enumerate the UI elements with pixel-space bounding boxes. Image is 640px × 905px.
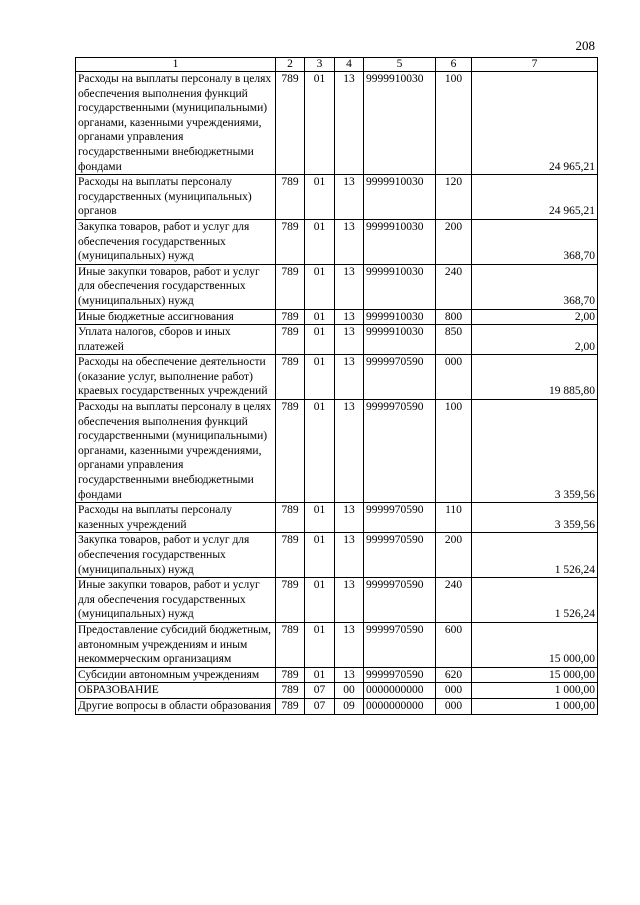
expense-type-cell: 240 xyxy=(436,578,472,623)
column-header-2: 2 xyxy=(276,58,305,72)
amount-cell: 3 359,56 xyxy=(472,503,598,533)
item-name-cell: Закупка товаров, работ и услуг для обеспечения государственных (муниципальных) нужд xyxy=(76,533,276,578)
table-row xyxy=(76,622,598,667)
section-code-cell: 01 xyxy=(305,400,335,503)
budget-table xyxy=(75,57,598,715)
table-body xyxy=(76,72,598,715)
expense-type-cell: 000 xyxy=(436,698,472,714)
subsection-code-cell: 13 xyxy=(335,264,364,309)
ministry-code-cell: 789 xyxy=(276,219,305,264)
amount-cell: 368,70 xyxy=(472,219,598,264)
item-name-cell: Расходы на выплаты персоналу в целях обеспечения выполнения функций государственными (муниципальными) органами, казенными учреждениями, органами управления государственными внебюджетными фондами xyxy=(76,72,276,175)
ministry-code-cell: 789 xyxy=(276,264,305,309)
section-code-cell: 01 xyxy=(305,72,335,175)
amount-cell: 19 885,80 xyxy=(472,355,598,400)
table-row xyxy=(76,698,598,714)
expense-type-cell: 240 xyxy=(436,264,472,309)
column-header-4: 4 xyxy=(335,58,364,72)
section-code-cell: 01 xyxy=(305,325,335,355)
section-code-cell: 07 xyxy=(305,683,335,699)
section-code-cell: 01 xyxy=(305,309,335,325)
table-row xyxy=(76,175,598,220)
section-code-cell: 01 xyxy=(305,622,335,667)
ministry-code-cell: 789 xyxy=(276,578,305,623)
target-article-cell: 9999970590 xyxy=(364,667,436,683)
item-name-cell: Уплата налогов, сборов и иных платежей xyxy=(76,325,276,355)
target-article-cell: 9999970590 xyxy=(364,533,436,578)
amount-cell: 24 965,21 xyxy=(472,72,598,175)
ministry-code-cell: 789 xyxy=(276,400,305,503)
expense-type-cell: 100 xyxy=(436,400,472,503)
target-article-cell: 9999970590 xyxy=(364,355,436,400)
table-row xyxy=(76,309,598,325)
table-row xyxy=(76,667,598,683)
subsection-code-cell: 13 xyxy=(335,533,364,578)
section-code-cell: 01 xyxy=(305,175,335,220)
column-header-3: 3 xyxy=(305,58,335,72)
item-name-cell: Расходы на обеспечение деятельности (оказание услуг, выполнение работ) краевых государственных учреждений xyxy=(76,355,276,400)
item-name-cell: Расходы на выплаты персоналу государственных (муниципальных) органов xyxy=(76,175,276,220)
section-code-cell: 01 xyxy=(305,578,335,623)
amount-cell: 15 000,00 xyxy=(472,622,598,667)
amount-cell: 1 526,24 xyxy=(472,533,598,578)
column-header-5: 5 xyxy=(364,58,436,72)
table-row xyxy=(76,533,598,578)
subsection-code-cell: 00 xyxy=(335,683,364,699)
ministry-code-cell: 789 xyxy=(276,533,305,578)
subsection-code-cell: 13 xyxy=(335,325,364,355)
ministry-code-cell: 789 xyxy=(276,667,305,683)
section-code-cell: 01 xyxy=(305,503,335,533)
ministry-code-cell: 789 xyxy=(276,175,305,220)
amount-cell: 2,00 xyxy=(472,309,598,325)
ministry-code-cell: 789 xyxy=(276,325,305,355)
item-name-cell: Расходы на выплаты персоналу казенных учреждений xyxy=(76,503,276,533)
table-row xyxy=(76,264,598,309)
section-code-cell: 01 xyxy=(305,533,335,578)
expense-type-cell: 800 xyxy=(436,309,472,325)
amount-cell: 3 359,56 xyxy=(472,400,598,503)
table-row xyxy=(76,400,598,503)
table-row xyxy=(76,578,598,623)
expense-type-cell: 200 xyxy=(436,533,472,578)
table-row xyxy=(76,503,598,533)
amount-cell: 1 526,24 xyxy=(472,578,598,623)
section-code-cell: 01 xyxy=(305,355,335,400)
item-name-cell: Расходы на выплаты персоналу в целях обеспечения выполнения функций государственными (муниципальными) органами, казенными учреждениями, органами управления государственными внебюджетными фондами xyxy=(76,400,276,503)
target-article-cell: 9999970590 xyxy=(364,578,436,623)
expense-type-cell: 120 xyxy=(436,175,472,220)
page-number: 208 xyxy=(575,38,595,53)
target-article-cell: 9999910030 xyxy=(364,325,436,355)
expense-type-cell: 620 xyxy=(436,667,472,683)
target-article-cell: 9999970590 xyxy=(364,503,436,533)
section-code-cell: 01 xyxy=(305,264,335,309)
table-row xyxy=(76,219,598,264)
item-name-cell: Закупка товаров, работ и услуг для обеспечения государственных (муниципальных) нужд xyxy=(76,219,276,264)
target-article-cell: 0000000000 xyxy=(364,683,436,699)
target-article-cell: 9999910030 xyxy=(364,72,436,175)
subsection-code-cell: 13 xyxy=(335,578,364,623)
target-article-cell: 0000000000 xyxy=(364,698,436,714)
ministry-code-cell: 789 xyxy=(276,355,305,400)
amount-cell: 2,00 xyxy=(472,325,598,355)
expense-type-cell: 110 xyxy=(436,503,472,533)
target-article-cell: 9999910030 xyxy=(364,175,436,220)
expense-type-cell: 600 xyxy=(436,622,472,667)
target-article-cell: 9999970590 xyxy=(364,622,436,667)
item-name-cell: Иные закупки товаров, работ и услуг для обеспечения государственных (муниципальных) нужд xyxy=(76,578,276,623)
amount-cell: 24 965,21 xyxy=(472,175,598,220)
subsection-code-cell: 13 xyxy=(335,667,364,683)
ministry-code-cell: 789 xyxy=(276,309,305,325)
ministry-code-cell: 789 xyxy=(276,503,305,533)
subsection-code-cell: 13 xyxy=(335,622,364,667)
table-row xyxy=(76,355,598,400)
expense-type-cell: 000 xyxy=(436,355,472,400)
target-article-cell: 9999910030 xyxy=(364,309,436,325)
ministry-code-cell: 789 xyxy=(276,622,305,667)
subsection-code-cell: 13 xyxy=(335,503,364,533)
target-article-cell: 9999970590 xyxy=(364,400,436,503)
expense-type-cell: 100 xyxy=(436,72,472,175)
subsection-code-cell: 13 xyxy=(335,175,364,220)
section-code-cell: 07 xyxy=(305,698,335,714)
amount-cell: 368,70 xyxy=(472,264,598,309)
target-article-cell: 9999910030 xyxy=(364,219,436,264)
item-name-cell: Иные бюджетные ассигнования xyxy=(76,309,276,325)
table-row xyxy=(76,72,598,175)
amount-cell: 1 000,00 xyxy=(472,683,598,699)
item-name-cell: ОБРАЗОВАНИЕ xyxy=(76,683,276,699)
subsection-code-cell: 13 xyxy=(335,72,364,175)
ministry-code-cell: 789 xyxy=(276,698,305,714)
item-name-cell: Иные закупки товаров, работ и услуг для обеспечения государственных (муниципальных) нужд xyxy=(76,264,276,309)
header-row xyxy=(76,58,598,72)
item-name-cell: Другие вопросы в области образования xyxy=(76,698,276,714)
expense-type-cell: 200 xyxy=(436,219,472,264)
column-header-7: 7 xyxy=(472,58,598,72)
subsection-code-cell: 09 xyxy=(335,698,364,714)
table-row xyxy=(76,325,598,355)
column-header-6: 6 xyxy=(436,58,472,72)
subsection-code-cell: 13 xyxy=(335,400,364,503)
ministry-code-cell: 789 xyxy=(276,683,305,699)
target-article-cell: 9999910030 xyxy=(364,264,436,309)
item-name-cell: Предоставление субсидий бюджетным, автономным учреждениям и иным некоммерческим организациям xyxy=(76,622,276,667)
amount-cell: 1 000,00 xyxy=(472,698,598,714)
expense-type-cell: 850 xyxy=(436,325,472,355)
column-header-1: 1 xyxy=(76,58,276,72)
table-header xyxy=(76,58,598,72)
section-code-cell: 01 xyxy=(305,219,335,264)
subsection-code-cell: 13 xyxy=(335,355,364,400)
subsection-code-cell: 13 xyxy=(335,309,364,325)
amount-cell: 15 000,00 xyxy=(472,667,598,683)
section-code-cell: 01 xyxy=(305,667,335,683)
ministry-code-cell: 789 xyxy=(276,72,305,175)
subsection-code-cell: 13 xyxy=(335,219,364,264)
item-name-cell: Субсидии автономным учреждениям xyxy=(76,667,276,683)
table-row xyxy=(76,683,598,699)
expense-type-cell: 000 xyxy=(436,683,472,699)
